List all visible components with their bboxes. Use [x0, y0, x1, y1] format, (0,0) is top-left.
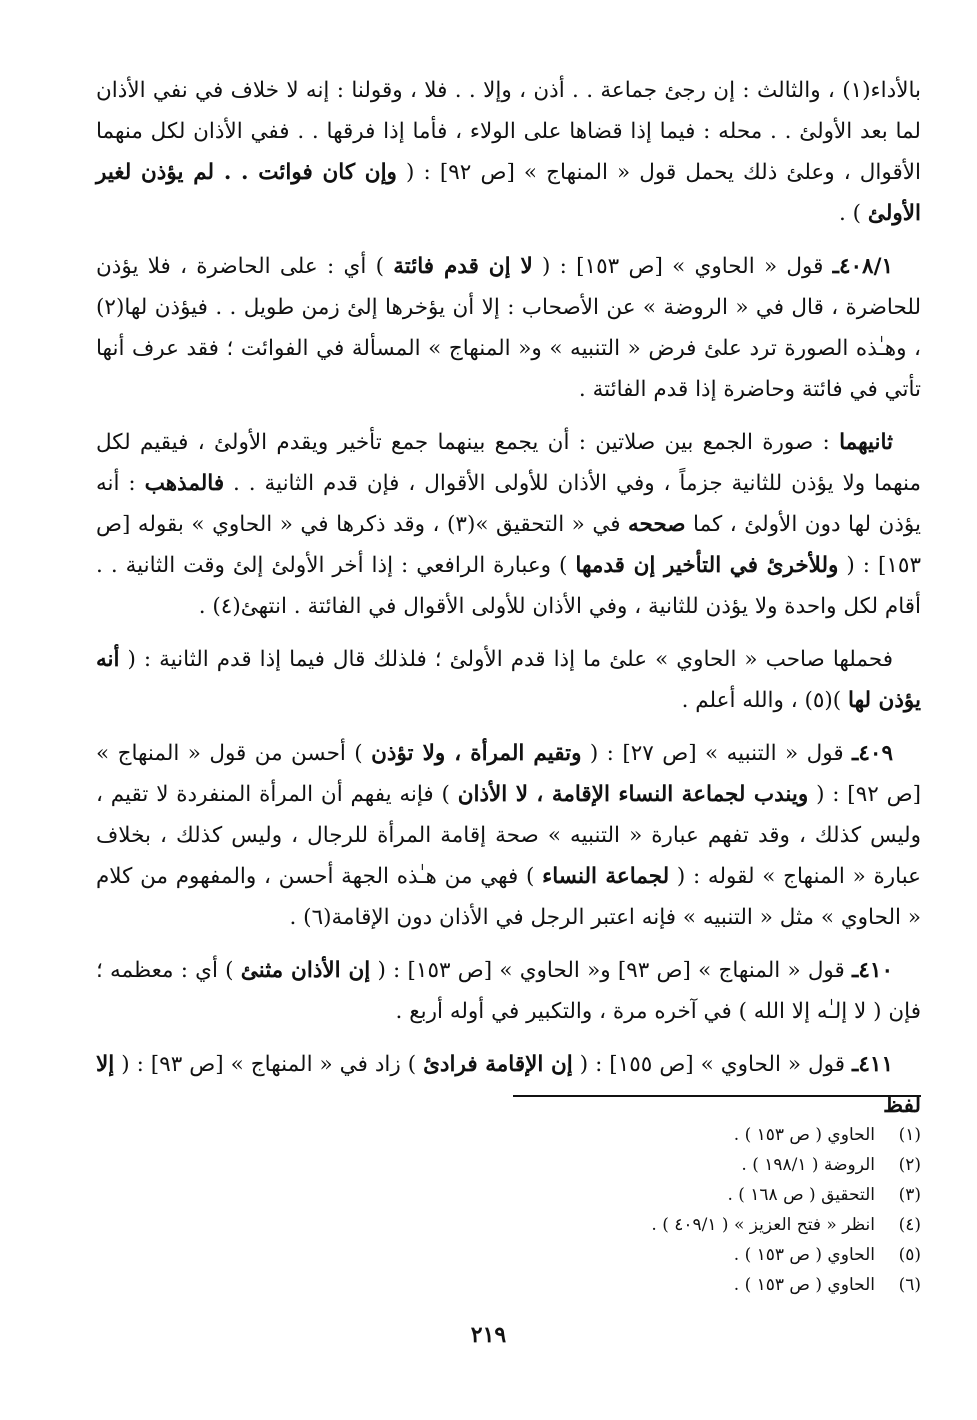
paragraph: [96, 70, 921, 234]
bold-text: ثانيهما: [839, 430, 893, 455]
paragraph: [96, 950, 921, 1032]
bold-text: أنه يؤذن لها: [96, 647, 921, 713]
footnote: [501, 1150, 921, 1180]
footnote: [501, 1210, 921, 1240]
body-text: ) أي : معظمه ؛ فإن ( لا إلـٰه إلا الله ) في آخره مرة ، والتكبير في أوله أربع .: [96, 958, 921, 1024]
body-text: بالأداء(١) ، والثالث : إن رجئ جماعة . . أذن ، وإلا . . فلا ، وقولنا : إنه لا خلاف في نفي الأذان لما بعد الأولئ . . محله : فيما إذا قضاها على الولاء ، فأما إذا فرقها . . ففي الأذان لكل منهما الأقوال ، وعلئ ذلك يحمل قول « المنهاج » [ص ٩٢] : (: [96, 78, 921, 185]
body-text: ) فإنه يفهم أن المرأة المنفردة لا تقيم ، وليس كذلك ، وقد تفهم عبارة « التنبيه » صحة إقامة المرأة للرجال ، وليس كذلك ، بخلاف عبارة « المنهاج » لقوله : (: [96, 782, 922, 889]
bold-text: فالمذهب: [144, 471, 225, 496]
footnote: [501, 1120, 921, 1150]
bold-text: ٤٠٩ـ: [852, 741, 893, 766]
body-text: ) فهي من هـٰذه الجهة أحسن ، والمفهوم من كلام « الحاوي » مثل « التنبيه » فإنه اعتبر الرجل في الأذان دون الإقامة(٦) .: [96, 864, 921, 930]
bold-text: صححه: [628, 512, 686, 537]
paragraph: [96, 733, 921, 938]
footnote-number: (١): [898, 1125, 921, 1145]
footnote-text: الحاوي ( ص ١٥٣ ) .: [733, 1275, 875, 1295]
bold-text: إلا لفظ: [96, 1052, 921, 1118]
footnote-text: الروضة ( ١٩٨/١ ) .: [741, 1155, 875, 1175]
body-text: قول « الحاوي » [ص ١٥٣] : (: [532, 254, 833, 279]
footnote-separator: [513, 1095, 921, 1097]
footnote-number: (٢): [898, 1155, 921, 1175]
footnote-text: الحاوي ( ص ١٥٣ ) .: [733, 1245, 875, 1265]
body-text: ) وعبارة الرافعي : إذا أخر الأولئ إلئ وقت الثانية . . أقام لكل واحدة ولا يؤذن للثانية ، وفي الأذان للأولى الأقوال في الفائتة . انتهئ(٤) .: [96, 553, 921, 619]
footnote: [501, 1270, 921, 1300]
bold-text: لجماعة النساء: [542, 864, 670, 889]
paragraph: [96, 639, 921, 721]
body-text: ) زاد في « المنهاج » [ص ٩٣] : (: [114, 1052, 424, 1077]
bold-text: وللأخرئ في التأخير إن قدمها: [575, 553, 839, 578]
footnote-text: التحقيق ( ص ١٦٨ ) .: [727, 1185, 875, 1205]
bold-text: ٤١٠ـ: [852, 958, 893, 983]
body-text: قول « الحاوي » [ص ١٥٥] : (: [572, 1052, 853, 1077]
bold-text: لا إن قدم فائتة: [393, 254, 533, 279]
footnote-number: (٦): [898, 1275, 921, 1295]
paragraph: [96, 1044, 921, 1126]
footnotes: [501, 1120, 921, 1300]
footnote-text: انظر « فتح العزيز » ( ٤٠٩/١ ) .: [651, 1215, 875, 1235]
body-text: : أنه يؤذن لها دون الأولئ ، كما: [96, 471, 921, 537]
body-text: قول « المنهاج » [ص ٩٣] و« الحاوي » [ص ١٥٣] : (: [370, 958, 853, 983]
footnote-number: (٤): [898, 1215, 921, 1235]
body-text: ) أحسن من قول « المنهاج » [ص ٩٢] : (: [96, 741, 921, 807]
paragraph: [96, 422, 921, 627]
footnote-text: الحاوي ( ص ١٥٣ ) .: [733, 1125, 875, 1145]
body-text: ) أي : على الحاضرة ، فلا يؤذن للحاضرة ، قال في « الروضة » عن الأصحاب : إلا أن يؤخرها إلئ زمن طويل . . فيؤذن لها(٢) ، وهـٰذه الصورة ترد علئ فرض « التنبيه » و« المنهاج » المسألة في الفوائت ؛ فقد عرف أنها تأتي في فائتة وحاضرة إذا قدم الفائتة .: [96, 254, 921, 402]
body-text: قول « التنبيه » [ص ٢٧] : (: [581, 741, 853, 766]
body-text: في « التحقيق »(٣) ، وقد ذكرها في « الحاوي » بقوله [ص ١٥٣] : (: [96, 512, 922, 578]
footnote-number: (٣): [898, 1185, 921, 1205]
footnote: [501, 1180, 921, 1210]
body-text: فحملها صاحب « الحاوي » علئ ما إذا قدم الأولئ ؛ فلذلك قال فيما إذا قدم الثانية : (: [119, 647, 893, 672]
bold-text: إن الإقامة فرادئ: [423, 1052, 573, 1077]
main-text: [96, 70, 921, 1138]
page-number: ٢١٩: [470, 1322, 507, 1348]
bold-text: وتقيم المرأة ، ولا تؤذن: [371, 741, 582, 766]
body-text: : صورة الجمع بين صلاتين : أن يجمع بينهما جمع تأخير ويقدم الأولئ ، فيقيم لكل منهما ولا يؤذن للثانية جزماً ، وفي الأذان للأولى الأقوال ، فإن قدم الثانية . .: [96, 430, 921, 496]
body-text: )(٥) ، والله أعلم .: [681, 688, 849, 713]
bold-text: إن الأذان مثنئ: [240, 958, 371, 983]
bold-text: وإن كان فوائت . . لم يؤذن لغير الأولئ: [96, 160, 921, 226]
bold-text: ويندب لجماعة النساء الإقامة ، لا الأذان: [457, 782, 809, 807]
body-text: ) .: [839, 201, 868, 226]
bold-text: ٤١١ـ: [852, 1052, 894, 1077]
footnote: [501, 1240, 921, 1270]
bold-text: ٤٠٨/١ـ: [832, 254, 893, 279]
paragraph: [96, 246, 921, 410]
footnote-number: (٥): [898, 1245, 921, 1265]
